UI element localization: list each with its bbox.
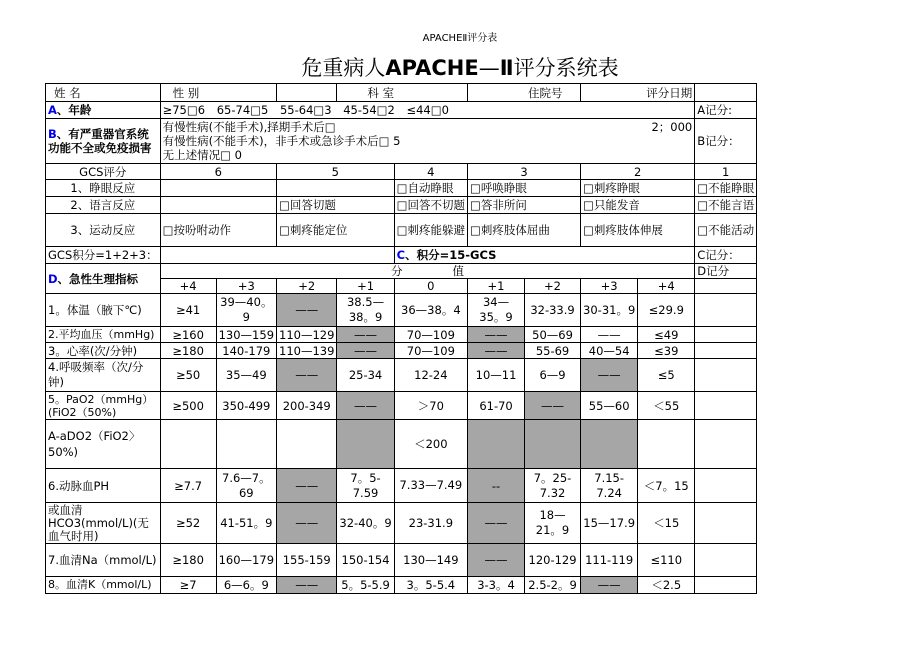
ph-cell-1: ≥7.7 (160, 469, 216, 503)
d-score[interactable]: D记分 (695, 264, 757, 279)
resp-rate-score[interactable] (695, 359, 757, 392)
temperature-cell-2: 39—40。9 (216, 294, 276, 327)
chronic-option-2[interactable]: 有慢性病(不能手术)，非手术或急诊手术后□ 5 (162, 134, 401, 148)
heart-rate-cell-6: —— (468, 343, 525, 359)
potassium-cell-8: —— (581, 577, 638, 594)
gcs-sum-row (46, 247, 757, 264)
potassium-label: 8。血清K（mmol/L) (46, 577, 161, 594)
sodium-label: 7.血清Na（mmol/L) (46, 544, 161, 577)
hco3-cell-2: 41-51。9 (216, 503, 276, 544)
score-col-1: +4 (160, 279, 216, 294)
heart-rate-cell-9: ≤39 (638, 343, 695, 359)
chronic-options[interactable] (160, 119, 695, 164)
resp-rate-cell-3: —— (277, 359, 337, 392)
gcs-header-row (46, 164, 757, 180)
sodium-cell-8: 111-119 (581, 544, 638, 577)
chronic-label-text: 、有严重器官系统功能不全或免疫损害 (48, 127, 152, 155)
gcs-verbal-5[interactable]: □回答切题 (277, 197, 395, 214)
gcs-header-6: 6 (160, 164, 276, 180)
date-label: 评分日期 (581, 84, 695, 102)
bed-label: 住院号 (468, 84, 581, 102)
gender-label: 性 别 (172, 85, 200, 100)
hco3-cell-5: 23-31.9 (394, 503, 467, 544)
gcs-verbal-row (46, 197, 757, 214)
ph-cell-7: 7。25-7.32 (525, 469, 581, 503)
ph-label: 6.动脉血PH (46, 469, 161, 503)
map-cell-6: —— (468, 327, 525, 343)
sodium-cell-2: 160—179 (216, 544, 276, 577)
hco3-score[interactable] (695, 503, 757, 544)
header-fen: 分 (390, 264, 403, 278)
gcs-sum-label: GCS积分=1+2+3： (46, 247, 161, 264)
gcs-header-5: 5 (277, 164, 395, 180)
physio-row-resp-rate (46, 359, 757, 392)
aado2-cell-8 (581, 420, 638, 469)
sodium-cell-3: 155-159 (277, 544, 337, 577)
name-label: 姓 名 (46, 84, 161, 102)
physio-row-temperature (46, 294, 757, 327)
map-cell-1: ≥160 (160, 327, 216, 343)
date-field[interactable] (695, 84, 757, 102)
gcs-sum-field[interactable] (160, 247, 394, 264)
heart-rate-label: 3。心率(次/分钟) (46, 343, 161, 359)
gcs-verbal-2[interactable]: □只能发音 (581, 197, 695, 214)
gcs-eye-5[interactable] (277, 180, 395, 197)
chronic-letter: B (48, 127, 57, 141)
hco3-label: 或血清HCO3(mmol/L)(无血气时用) (46, 503, 161, 544)
title-roman: Ⅱ (499, 56, 514, 80)
aado2-score[interactable] (695, 420, 757, 469)
gcs-verbal-label: 2、语言反应 (46, 197, 161, 214)
c-formula-text: 、积分=15-GCS (405, 248, 497, 262)
pao2-cell-6: 61-70 (468, 392, 525, 420)
chronic-row (46, 119, 757, 164)
sodium-cell-5: 130—149 (394, 544, 467, 577)
potassium-cell-6: 3-3。4 (468, 577, 525, 594)
map-label: 2.平均血压（mmHg) (46, 327, 161, 343)
pao2-score[interactable] (695, 392, 757, 420)
hco3-cell-9: ＜15 (638, 503, 695, 544)
score-col-3: +2 (277, 279, 337, 294)
heart-rate-cell-2: 140-179 (216, 343, 276, 359)
map-cell-7: 50—69 (525, 327, 581, 343)
c-letter: C (396, 248, 406, 262)
heart-rate-cell-5: 70—109 (394, 343, 467, 359)
age-options[interactable]: ≥75□6 65-74□5 55-64□3 45-54□2 ≤44□0 (160, 102, 695, 119)
score-col-8: +3 (581, 279, 638, 294)
resp-rate-cell-6: 10—11 (468, 359, 525, 392)
map-cell-9: ≤49 (638, 327, 695, 343)
aado2-cell-9 (638, 420, 695, 469)
ph-cell-6: -- (468, 469, 525, 503)
name-field[interactable] (160, 84, 276, 102)
potassium-cell-4: 5。5-5.9 (337, 577, 394, 594)
ph-cell-8: 7.15-7.24 (581, 469, 638, 503)
aado2-cell-6 (468, 420, 525, 469)
physio-row-pao2 (46, 392, 757, 420)
pao2-cell-3: 200-349 (277, 392, 337, 420)
map-score[interactable] (695, 327, 757, 343)
temperature-cell-6: 34—35。9 (468, 294, 525, 327)
aado2-cell-5: ＜200 (394, 420, 467, 469)
aado2-cell-4 (337, 420, 394, 469)
age-score[interactable]: A记分: (695, 102, 757, 119)
potassium-cell-5: 3。5-5.4 (394, 577, 467, 594)
score-col-2: +3 (216, 279, 276, 294)
sodium-cell-7: 120-129 (525, 544, 581, 577)
pao2-cell-9: ＜55 (638, 392, 695, 420)
title-suffix: 评分系统表 (513, 56, 619, 80)
map-cell-2: 130—159 (216, 327, 276, 343)
physio-row-potassium (46, 577, 757, 594)
resp-rate-label: 4.呼吸频率（次/分钟) (46, 359, 161, 392)
pao2-cell-4: —— (337, 392, 394, 420)
heart-rate-cell-4: —— (337, 343, 394, 359)
physio-label-text: 、急性生理指标 (57, 271, 139, 286)
aado2-cell-1 (160, 420, 216, 469)
gcs-motor-label: 3、运动反应 (46, 214, 161, 247)
physio-row-ph (46, 469, 757, 503)
ph-cell-4: 7。5-7.59 (337, 469, 394, 503)
gcs-motor-6[interactable]: □按吩咐动作 (160, 214, 276, 247)
physio-label (46, 264, 161, 294)
gcs-motor-4[interactable]: □刺疼能躲避 (394, 214, 467, 247)
map-cell-3: 110—129 (277, 327, 337, 343)
gcs-eye-row (46, 180, 757, 197)
title-prefix: 危重病人 (301, 56, 386, 80)
ph-cell-2: 7.6—7。69 (216, 469, 276, 503)
heart-rate-cell-1: ≥180 (160, 343, 216, 359)
c-score[interactable]: C记分： (695, 247, 757, 264)
age-letter: A (48, 103, 57, 117)
gender-field[interactable] (277, 84, 337, 102)
hco3-cell-4: 32-40。9 (337, 503, 394, 544)
hco3-cell-1: ≥52 (160, 503, 216, 544)
chronic-label (46, 119, 161, 164)
physio-row-aado2 (46, 420, 757, 469)
potassium-cell-1: ≥7 (160, 577, 216, 594)
score-col-9: +4 (638, 279, 695, 294)
score-col-4: +1 (337, 279, 394, 294)
ph-cell-9: ＜7。15 (638, 469, 695, 503)
gcs-motor-row (46, 214, 757, 247)
chronic-option-3[interactable]: 无上述情况□ 0 (162, 148, 242, 162)
physio-header-row (46, 264, 757, 279)
aado2-cell-3 (277, 420, 337, 469)
physio-header-score-value (160, 264, 695, 279)
hco3-cell-3: —— (277, 503, 337, 544)
temperature-cell-9: ≤29.9 (638, 294, 695, 327)
pao2-cell-8: 55—60 (581, 392, 638, 420)
gcs-eye-6[interactable] (160, 180, 276, 197)
temperature-cell-1: ≥41 (160, 294, 216, 327)
hco3-cell-8: 15—17.9 (581, 503, 638, 544)
gcs-header-2: 2 (581, 164, 695, 180)
heart-rate-cell-3: 110—139 (277, 343, 337, 359)
heart-rate-cell-8: 40—54 (581, 343, 638, 359)
ph-cell-5: 7.33—7.49 (394, 469, 467, 503)
physio-row-map (46, 327, 757, 343)
gcs-motor-5[interactable]: □刺疼能定位 (277, 214, 395, 247)
gcs-motor-3[interactable]: □刺疼肢体屈曲 (468, 214, 581, 247)
pao2-label: 5。PaO2（mmHg）(FiO2（50%) (46, 392, 161, 420)
resp-rate-cell-2: 35—49 (216, 359, 276, 392)
age-label (46, 102, 161, 119)
chronic-option-1-score: 2；000 (651, 120, 693, 134)
score-col-6: +1 (468, 279, 525, 294)
temperature-score[interactable] (695, 294, 757, 327)
gcs-verbal-1[interactable]: □不能言语 (695, 197, 757, 214)
gcs-header-4: 4 (394, 164, 467, 180)
physio-row-sodium (46, 544, 757, 577)
age-label-text: 、年龄 (56, 103, 92, 117)
gcs-eye-3[interactable]: □呼唤睁眼 (468, 180, 581, 197)
document-header: APACHEⅡ评分表 (422, 33, 498, 44)
heart-rate-score[interactable] (695, 343, 757, 359)
temperature-cell-3: —— (277, 294, 337, 327)
chronic-score[interactable]: B记分： (695, 119, 757, 164)
resp-rate-cell-8: —— (581, 359, 638, 392)
gcs-eye-label: 1、睁眼反应 (46, 180, 161, 197)
sodium-cell-4: 150-154 (337, 544, 394, 577)
temperature-cell-8: 30-31。9 (581, 294, 638, 327)
gcs-header-1: 1 (695, 164, 757, 180)
gcs-header-label: GCS评分 (46, 164, 161, 180)
title-dash: — (478, 56, 500, 80)
potassium-cell-3: —— (277, 577, 337, 594)
map-cell-8: —— (581, 327, 638, 343)
gcs-eye-4[interactable]: □自动睁眼 (394, 180, 467, 197)
resp-rate-cell-5: 12-24 (394, 359, 467, 392)
physio-row-hco3 (46, 503, 757, 544)
potassium-cell-2: 6—6。9 (216, 577, 276, 594)
aado2-cell-2 (216, 420, 276, 469)
page-title (0, 52, 920, 82)
d-letter: D (48, 271, 58, 286)
d-score-field[interactable] (695, 279, 757, 294)
ph-score[interactable] (695, 469, 757, 503)
sodium-cell-1: ≥180 (160, 544, 216, 577)
sodium-score[interactable] (695, 544, 757, 577)
gcs-verbal-4[interactable]: □回答不切题 (394, 197, 467, 214)
title-main: APACHE (385, 56, 479, 80)
gcs-header-3: 3 (468, 164, 581, 180)
gcs-eye-2[interactable]: □刺疼睁眼 (581, 180, 695, 197)
temperature-cell-4: 38.5—38。9 (337, 294, 394, 327)
potassium-cell-7: 2.5-2。9 (525, 577, 581, 594)
sodium-cell-9: ≤110 (638, 544, 695, 577)
aado2-cell-7 (525, 420, 581, 469)
temperature-label: 1。体温（腋下℃) (46, 294, 161, 327)
pao2-cell-1: ≥500 (160, 392, 216, 420)
temperature-cell-7: 32-33.9 (525, 294, 581, 327)
hco3-cell-6: —— (468, 503, 525, 544)
physio-row-heart-rate (46, 343, 757, 359)
apache-score-table (45, 83, 757, 594)
score-col-5: 0 (394, 279, 467, 294)
gcs-motor-2[interactable]: □刺疼肢体伸展 (581, 214, 695, 247)
aado2-label: A-aDO2（FiO2〉50%) (46, 420, 161, 469)
potassium-cell-9: ＜2.5 (638, 577, 695, 594)
age-row (46, 102, 757, 119)
patient-info-row (46, 84, 757, 102)
temperature-cell-5: 36—38。4 (394, 294, 467, 327)
chronic-option-1[interactable]: 有慢性病(不能手术),择期手术后□ (162, 120, 336, 134)
hco3-cell-7: 18—21。9 (525, 503, 581, 544)
header-zhi: 值 (452, 264, 464, 278)
resp-rate-cell-9: ≤5 (638, 359, 695, 392)
sodium-cell-6: —— (468, 544, 525, 577)
pao2-cell-7: —— (525, 392, 581, 420)
score-col-7: +2 (525, 279, 581, 294)
map-cell-4: —— (337, 327, 394, 343)
gcs-eye-1[interactable]: □不能睁眼 (695, 180, 757, 197)
ph-cell-3: —— (277, 469, 337, 503)
pao2-cell-2: 350-499 (216, 392, 276, 420)
resp-rate-cell-4: 25-34 (337, 359, 394, 392)
dept-label: 科 室 (337, 84, 468, 102)
resp-rate-cell-1: ≥50 (160, 359, 216, 392)
gcs-verbal-3[interactable]: □答非所问 (468, 197, 581, 214)
pao2-cell-5: ＞70 (394, 392, 467, 420)
gcs-motor-1[interactable]: □不能活动 (695, 214, 757, 247)
map-cell-5: 70—109 (394, 327, 467, 343)
gcs-verbal-6[interactable] (160, 197, 276, 214)
resp-rate-cell-7: 6—9 (525, 359, 581, 392)
potassium-score[interactable] (695, 577, 757, 594)
c-score-formula (394, 247, 695, 264)
heart-rate-cell-7: 55-69 (525, 343, 581, 359)
